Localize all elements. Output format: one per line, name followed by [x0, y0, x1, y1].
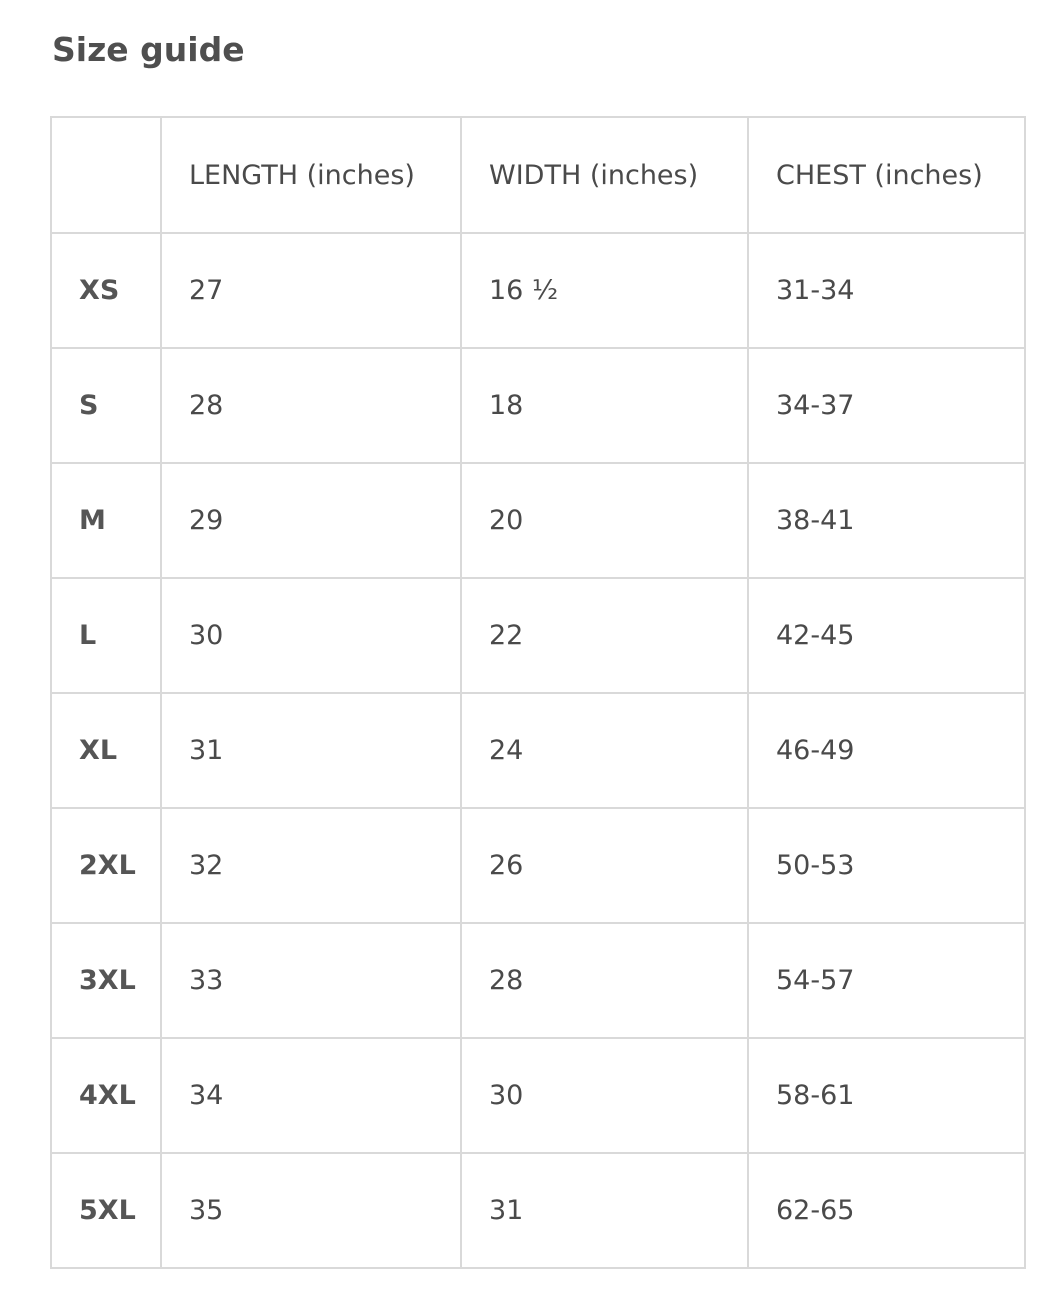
length-cell: 33	[161, 923, 461, 1038]
chest-cell: 62-65	[748, 1153, 1025, 1268]
header-length: LENGTH (inches)	[161, 117, 461, 233]
chest-cell: 31-34	[748, 233, 1025, 348]
size-cell: 4XL	[51, 1038, 161, 1153]
table-row	[51, 693, 1025, 808]
chest-cell: 38-41	[748, 463, 1025, 578]
size-cell: 2XL	[51, 808, 161, 923]
size-cell: 5XL	[51, 1153, 161, 1268]
width-cell: 16 ½	[461, 233, 748, 348]
size-cell: 3XL	[51, 923, 161, 1038]
width-cell: 24	[461, 693, 748, 808]
width-cell: 20	[461, 463, 748, 578]
length-cell: 32	[161, 808, 461, 923]
chest-cell: 50-53	[748, 808, 1025, 923]
width-cell: 31	[461, 1153, 748, 1268]
table-row	[51, 463, 1025, 578]
chest-cell: 46-49	[748, 693, 1025, 808]
width-cell: 26	[461, 808, 748, 923]
width-cell: 30	[461, 1038, 748, 1153]
table-row	[51, 923, 1025, 1038]
table-row	[51, 1038, 1025, 1153]
table-row	[51, 348, 1025, 463]
header-width: WIDTH (inches)	[461, 117, 748, 233]
table-row	[51, 808, 1025, 923]
chest-cell: 58-61	[748, 1038, 1025, 1153]
length-cell: 29	[161, 463, 461, 578]
size-cell: L	[51, 578, 161, 693]
length-cell: 31	[161, 693, 461, 808]
width-cell: 22	[461, 578, 748, 693]
length-cell: 35	[161, 1153, 461, 1268]
page-title: Size guide	[52, 30, 245, 69]
table-row	[51, 233, 1025, 348]
chest-cell: 42-45	[748, 578, 1025, 693]
header-chest: CHEST (inches)	[748, 117, 1025, 233]
chest-cell: 34-37	[748, 348, 1025, 463]
chest-cell: 54-57	[748, 923, 1025, 1038]
width-cell: 18	[461, 348, 748, 463]
length-cell: 30	[161, 578, 461, 693]
header-size	[51, 117, 161, 233]
size-cell: XL	[51, 693, 161, 808]
size-cell: M	[51, 463, 161, 578]
width-cell: 28	[461, 923, 748, 1038]
table-header-row	[51, 117, 1025, 233]
size-guide-table	[50, 116, 1026, 1269]
table-row	[51, 578, 1025, 693]
length-cell: 34	[161, 1038, 461, 1153]
length-cell: 28	[161, 348, 461, 463]
size-cell: XS	[51, 233, 161, 348]
table-row	[51, 1153, 1025, 1268]
size-cell: S	[51, 348, 161, 463]
length-cell: 27	[161, 233, 461, 348]
